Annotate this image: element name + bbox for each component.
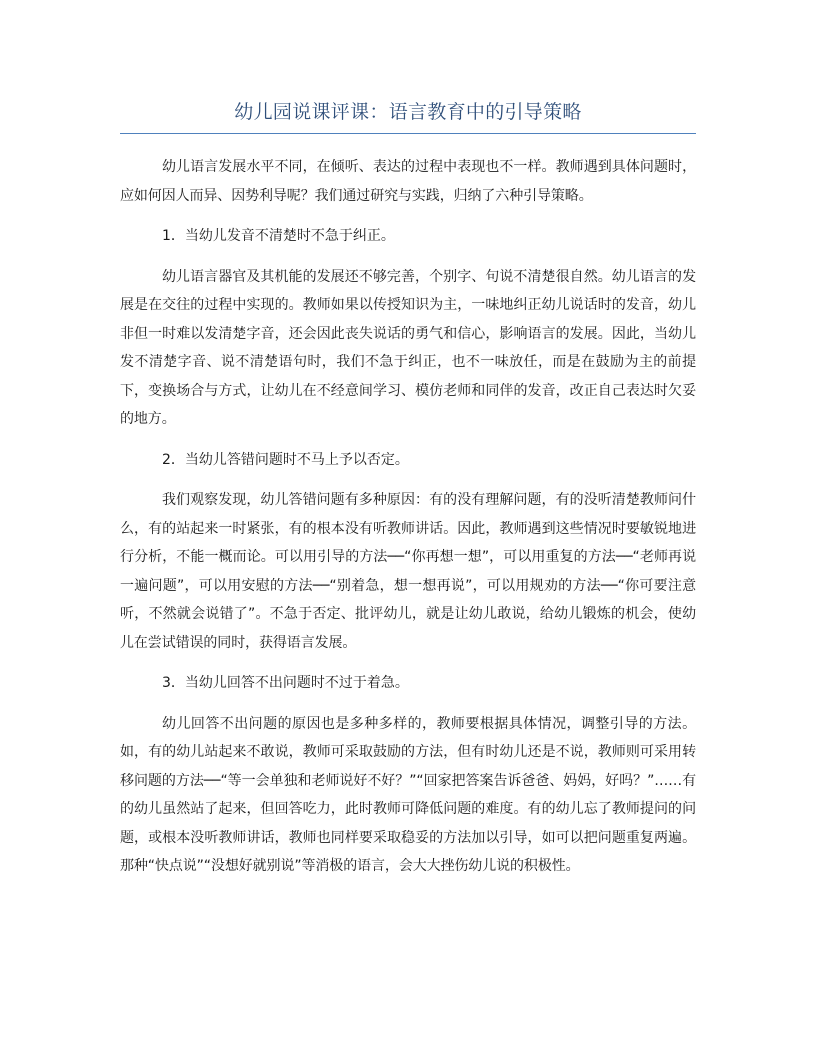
section-heading-3: 3．当幼儿回答不出问题时不过于着急。 xyxy=(162,675,409,691)
document-title: 幼儿园说课评课：语言教育中的引导策略 xyxy=(234,101,582,123)
section-heading-1: 1．当幼儿发音不清楚时不急于纠正。 xyxy=(162,228,395,244)
section-body-2: 我们观察发现，幼儿答错问题有多种原因：有的没有理解问题，有的没听清楚教师问什么，有的站起来一时紧张，有的根本没有听教师讲话。因此，教师遇到这些情况时要敏锐地进行分析，不能一概而论。可以用引导的方法──“你再想一想”，可以用重复的方法──“老师再说一遍问题”，可以用安慰的方法──“别着急，想一想再说”，可以用规劝的方法──“你可要注意听，不然就会说错了”。不急于否定、批评幼儿，就是让幼儿敢说，给幼儿锻炼的机会，使幼儿在尝试错误的同时，获得语言发展。 xyxy=(120,492,696,651)
intro-paragraph: 幼儿语言发展水平不同，在倾听、表达的过程中表现也不一样。教师遇到具体问题时，应如何因人而异、因势利导呢？我们通过研究与实践，归纳了六种引导策略。 xyxy=(120,159,696,204)
document-body xyxy=(120,153,696,893)
section-body-3: 幼儿回答不出问题的原因也是多种多样的，教师要根据具体情况，调整引导的方法。如，有的幼儿站起来不敢说，教师可采取鼓励的方法，但有时幼儿还是不说，教师则可采用转移问题的方法──“等一会单独和老师说好不好？”“回家把答案告诉爸爸、妈妈，好吗？”……有的幼儿虽然站了起来，但回答吃力，此时教师可降低问题的难度。有的幼儿忘了教师提问的问题，或根本没听教师讲话，教师也同样要采取稳妥的方法加以引导，如可以把问题重复两遍。那种“快点说”“没想好就别说”等消极的语言，会大大挫伤幼儿说的积极性。 xyxy=(120,715,696,874)
section-body-1: 幼儿语言器官及其机能的发展还不够完善，个别字、句说不清楚很自然。幼儿语言的发展是在交往的过程中实现的。教师如果以传授知识为主，一味地纠正幼儿说话时的发音，幼儿非但一时难以发清楚字音，还会因此丧失说话的勇气和信心，影响语言的发展。因此，当幼儿发不清楚字音、说不清楚语句时，我们不急于纠正，也不一味放任，而是在鼓励为主的前提下，变换场合与方式，让幼儿在不经意间学习、模仿老师和同伴的发音，改正自己表达时欠妥的地方。 xyxy=(120,268,696,427)
title-divider xyxy=(120,133,696,134)
section-heading-2: 2．当幼儿答错问题时不马上予以否定。 xyxy=(162,451,409,468)
